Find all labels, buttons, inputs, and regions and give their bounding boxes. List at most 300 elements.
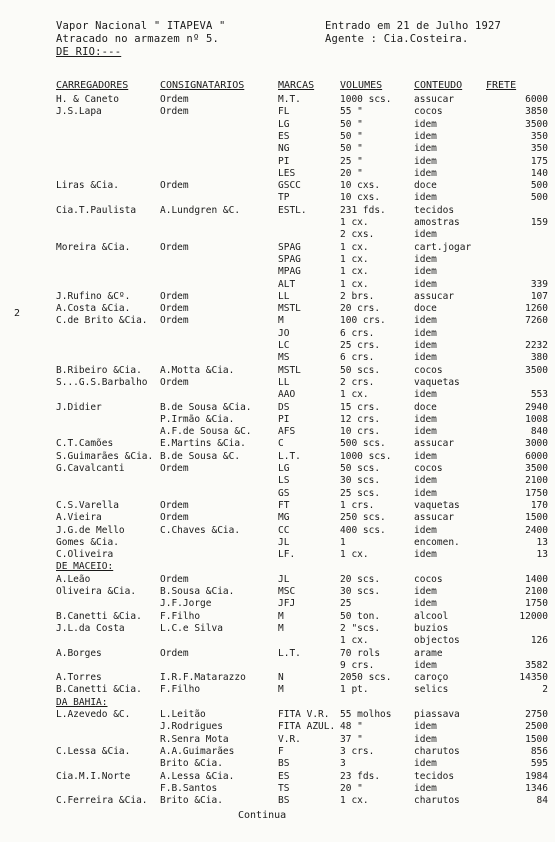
content-cell: idem	[414, 782, 437, 794]
mark-cell: MPAG	[278, 266, 301, 278]
table-row	[0, 377, 555, 388]
col-head-volumes: VOLUMES	[340, 80, 383, 91]
shipper-cell: B.Canetti &Cia.	[56, 610, 142, 622]
table-row	[0, 192, 555, 203]
shipper-cell: H. & Caneto	[56, 94, 119, 105]
shipper-cell: C.S.Varella	[56, 499, 119, 511]
freight-cell: 1400	[525, 573, 548, 585]
freight-cell: 1984	[525, 770, 548, 782]
volume-cell: 50 scs.	[340, 364, 381, 376]
volume-cell: 1 cx.	[340, 795, 369, 807]
mark-cell: FITA V.R.	[278, 709, 330, 720]
table-row	[0, 758, 555, 769]
origin-section: DE RIO:---	[56, 46, 122, 58]
freight-cell: 3500	[525, 463, 548, 474]
table-row	[0, 254, 555, 265]
mark-cell: LL	[278, 376, 290, 388]
volume-cell: 2 crs.	[340, 376, 375, 388]
consignee-cell: Ordem	[160, 290, 189, 302]
mark-cell: MSTL	[278, 364, 301, 376]
freight-cell: 7260	[525, 315, 548, 327]
consignee-cell: Ordem	[160, 647, 189, 659]
consignee-cell: A.Lundgren &C.	[160, 204, 241, 216]
content-cell: cart.jogar	[414, 241, 472, 253]
volume-cell: 1 cx.	[340, 549, 369, 561]
content-cell: idem	[414, 659, 437, 671]
volume-cell: 1 cx.	[340, 278, 369, 290]
freight-cell: 14350	[519, 672, 548, 684]
shipper-cell: C.de Brito &Cia.	[56, 315, 148, 327]
freight-cell: 840	[530, 426, 548, 438]
berth-info: Atracado no armazem nº 5.	[56, 33, 220, 45]
volume-cell: 1 cx.	[340, 389, 369, 401]
consignee-cell: Ordem	[160, 499, 189, 511]
freight-cell: 2232	[525, 340, 548, 351]
section-heading-row	[0, 561, 555, 572]
content-cell: cocos	[414, 463, 443, 474]
freight-cell: 3850	[525, 106, 548, 118]
content-cell: idem	[414, 586, 437, 597]
vessel-title: Vapor Nacional " ITAPEVA "	[56, 20, 226, 32]
shipper-cell: Cia.T.Paulista	[56, 204, 137, 216]
consignee-cell: J.F.Jorge	[160, 598, 212, 610]
table-row	[0, 217, 555, 228]
shipper-cell: C.Oliveira	[56, 549, 114, 561]
mark-cell: MG	[278, 512, 290, 524]
mark-cell: M	[278, 610, 284, 622]
volume-cell: 20 "	[340, 782, 363, 794]
consignee-cell: F.Filho	[160, 684, 201, 696]
table-row	[0, 672, 555, 683]
consignee-cell: F.Filho	[160, 610, 201, 622]
shipper-cell: Cia.M.I.Norte	[56, 770, 131, 782]
consignee-cell: Ordem	[160, 512, 189, 524]
content-cell: idem	[414, 598, 437, 610]
content-cell: idem	[414, 721, 437, 733]
consignee-cell: Ordem	[160, 106, 189, 118]
consignee-cell: R.Senra Mota	[160, 733, 229, 745]
table-row	[0, 721, 555, 732]
volume-cell: 1 cx.	[340, 253, 369, 265]
table-row	[0, 586, 555, 597]
volume-cell: 1	[340, 536, 346, 548]
mark-cell: JFJ	[278, 598, 296, 610]
consignee-cell: Ordem	[160, 180, 189, 192]
freight-cell: 500	[530, 180, 548, 192]
entry-date: Entrado em 21 de Julho 1927	[325, 20, 502, 32]
mark-cell: M	[278, 315, 284, 327]
volume-cell: 10 crs.	[340, 426, 381, 438]
continued-note: Continua	[238, 810, 287, 821]
table-row	[0, 746, 555, 757]
freight-cell: 553	[530, 389, 548, 401]
table-row	[0, 414, 555, 425]
volume-cell: 12 crs.	[340, 413, 381, 425]
freight-cell: 380	[530, 352, 548, 364]
shipper-cell: Oliveira &Cia.	[56, 586, 137, 597]
volume-cell: 10 cxs.	[340, 180, 381, 192]
table-row	[0, 709, 555, 720]
freight-cell: 126	[530, 635, 548, 647]
content-cell: idem	[414, 524, 437, 536]
table-row	[0, 180, 555, 191]
freight-cell: 3500	[525, 364, 548, 376]
content-cell: doce	[414, 180, 437, 192]
content-cell: alcool	[414, 610, 449, 622]
content-cell: objectos	[414, 635, 460, 647]
content-cell: assucar	[414, 94, 455, 105]
freight-cell: 170	[530, 499, 548, 511]
freight-cell: 856	[530, 745, 548, 757]
volume-cell: 6 crs.	[340, 327, 375, 339]
freight-cell: 2400	[525, 524, 548, 536]
mark-cell: ESTL.	[278, 204, 307, 216]
table-row	[0, 451, 555, 462]
content-cell: assucar	[414, 438, 455, 450]
volume-cell: 2 "scs.	[340, 622, 381, 634]
mark-cell: JL	[278, 573, 290, 585]
mark-cell: TP	[278, 192, 290, 204]
mark-cell: BS	[278, 795, 290, 807]
mark-cell: FT	[278, 499, 290, 511]
volume-cell: 20 scs.	[340, 573, 381, 585]
volume-cell: 500 scs.	[340, 438, 386, 450]
freight-cell: 107	[530, 290, 548, 302]
content-cell: doce	[414, 401, 437, 413]
freight-cell: 1008	[525, 413, 548, 425]
freight-cell: 175	[530, 155, 548, 167]
volume-cell: 50 ton.	[340, 610, 381, 622]
consignee-cell: B.de Sousa &Cia.	[160, 401, 252, 413]
volume-cell: 15 crs.	[340, 401, 381, 413]
content-cell: idem	[414, 426, 437, 438]
mark-cell: DS	[278, 401, 290, 413]
mark-cell: V.R.	[278, 733, 301, 745]
table-row	[0, 426, 555, 437]
volume-cell: 50 "	[340, 143, 363, 155]
shipper-cell: Gomes &Cia.	[56, 536, 119, 548]
shipper-cell: L.Azevedo &C.	[56, 709, 131, 720]
table-row	[0, 229, 555, 240]
table-row	[0, 242, 555, 253]
col-head-contents: CONTEUDO	[414, 80, 463, 91]
mark-cell: MSTL	[278, 303, 301, 315]
mark-cell: GS	[278, 487, 290, 499]
mark-cell: TS	[278, 782, 290, 794]
table-row	[0, 635, 555, 646]
freight-cell: 140	[530, 167, 548, 179]
content-cell: doce	[414, 303, 437, 315]
mark-cell: M	[278, 684, 284, 696]
mark-cell: N	[278, 672, 284, 684]
table-row	[0, 389, 555, 400]
mark-cell: FITA AZUL.	[278, 721, 336, 733]
shipper-cell: C.Ferreira &Cia.	[56, 795, 148, 807]
mark-cell: JO	[278, 327, 290, 339]
shipper-cell: DA BAHIA:	[56, 696, 108, 708]
shipper-cell: A.Borges	[56, 647, 102, 659]
volume-cell: 25 scs.	[340, 487, 381, 499]
freight-cell: 1750	[525, 598, 548, 610]
consignee-cell: A.Motta &Cia.	[160, 364, 235, 376]
mark-cell: LG	[278, 463, 290, 474]
mark-cell: JL	[278, 536, 290, 548]
volume-cell: 55 "	[340, 106, 363, 118]
mark-cell: AAO	[278, 389, 296, 401]
content-cell: piassava	[414, 709, 460, 720]
table-row	[0, 660, 555, 671]
content-cell: idem	[414, 450, 437, 462]
consignee-cell: C.Chaves &Cia.	[160, 524, 241, 536]
table-row	[0, 106, 555, 117]
table-row	[0, 94, 555, 105]
freight-cell: 12000	[519, 610, 548, 622]
content-cell: vaquetas	[414, 376, 460, 388]
mark-cell: LS	[278, 475, 290, 487]
consignee-cell: Ordem	[160, 315, 189, 327]
table-row	[0, 783, 555, 794]
col-head-consignees: CONSIGNATARIOS	[160, 80, 245, 91]
volume-cell: 2050 scs.	[340, 672, 392, 684]
agent-info: Agente : Cia.Costeira.	[325, 33, 469, 45]
content-cell: idem	[414, 413, 437, 425]
consignee-cell: P.Irmão &Cia.	[160, 413, 235, 425]
consignee-cell: Ordem	[160, 241, 189, 253]
mark-cell: ALT	[278, 278, 296, 290]
mark-cell: BS	[278, 758, 290, 770]
volume-cell: 1 crs.	[340, 499, 375, 511]
volume-cell: 30 scs.	[340, 586, 381, 597]
shipper-cell: J.G.de Mello	[56, 524, 125, 536]
table-row	[0, 684, 555, 695]
freight-cell: 350	[530, 143, 548, 155]
col-head-shippers: CARREGADORES	[56, 80, 129, 91]
volume-cell: 25	[340, 598, 352, 610]
volume-cell: 400 scs.	[340, 524, 386, 536]
volume-cell: 100 crs.	[340, 315, 386, 327]
freight-cell: 3000	[525, 438, 548, 450]
volume-cell: 50 "	[340, 130, 363, 142]
mark-cell: NG	[278, 143, 290, 155]
volume-cell: 1 cx.	[340, 635, 369, 647]
shipper-cell: DE MACEIÓ:	[56, 561, 114, 573]
shipper-cell: A.Vieira	[56, 512, 102, 524]
content-cell: tecidos	[414, 770, 455, 782]
col-head-marks: MARCAS	[278, 80, 315, 91]
shipper-cell: B.Ribeiro &Cia.	[56, 364, 142, 376]
volume-cell: 1000 scs.	[340, 450, 392, 462]
table-row	[0, 512, 555, 523]
mark-cell: CC	[278, 524, 290, 536]
table-row	[0, 549, 555, 560]
content-cell: arame	[414, 647, 443, 659]
content-cell: idem	[414, 130, 437, 142]
content-cell: idem	[414, 475, 437, 487]
volume-cell: 25 "	[340, 155, 363, 167]
table-row	[0, 365, 555, 376]
table-row	[0, 537, 555, 548]
table-row	[0, 352, 555, 363]
mark-cell: L.T.	[278, 647, 301, 659]
content-cell: encomen.	[414, 536, 460, 548]
mark-cell: MS	[278, 352, 290, 364]
freight-cell: 6000	[525, 450, 548, 462]
freight-cell: 1500	[525, 733, 548, 745]
table-row	[0, 463, 555, 474]
volume-cell: 70 rols	[340, 647, 381, 659]
content-cell: idem	[414, 143, 437, 155]
content-cell: idem	[414, 253, 437, 265]
content-cell: idem	[414, 389, 437, 401]
volume-cell: 23 fds.	[340, 770, 381, 782]
consignee-cell: L.C.e Silva	[160, 622, 223, 634]
consignee-cell: A.A.Guimarães	[160, 745, 235, 757]
volume-cell: 2 brs.	[340, 290, 375, 302]
volume-cell: 25 crs.	[340, 340, 381, 351]
freight-cell: 84	[536, 795, 548, 807]
volume-cell: 2 cxs.	[340, 229, 375, 241]
mark-cell: LES	[278, 167, 296, 179]
shipper-cell: S...G.S.Barbalho	[56, 376, 148, 388]
shipper-cell: S.Guimarães &Cia.	[56, 450, 154, 462]
mark-cell: ES	[278, 770, 290, 782]
volume-cell: 20 "	[340, 167, 363, 179]
consignee-cell: Brito &Cia.	[160, 758, 223, 770]
shipper-cell: A.Costa &Cia.	[56, 303, 131, 315]
table-row	[0, 205, 555, 216]
volume-cell: 231 fds.	[340, 204, 386, 216]
volume-cell: 50 scs.	[340, 463, 381, 474]
table-row	[0, 328, 555, 339]
consignee-cell: Ordem	[160, 376, 189, 388]
table-row	[0, 525, 555, 536]
volume-cell: 9 crs.	[340, 659, 375, 671]
volume-cell: 6 crs.	[340, 352, 375, 364]
mark-cell: ES	[278, 130, 290, 142]
table-row	[0, 771, 555, 782]
volume-cell: 30 scs.	[340, 475, 381, 487]
content-cell: selics	[414, 684, 449, 696]
freight-cell: 159	[530, 217, 548, 228]
table-row	[0, 438, 555, 449]
freight-cell: 2500	[525, 721, 548, 733]
freight-cell: 6000	[525, 94, 548, 105]
content-cell: idem	[414, 549, 437, 561]
mark-cell: LC	[278, 340, 290, 351]
table-row	[0, 340, 555, 351]
mark-cell: LL	[278, 290, 290, 302]
content-cell: idem	[414, 229, 437, 241]
freight-cell: 13	[536, 536, 548, 548]
content-cell: idem	[414, 118, 437, 130]
consignee-cell: Ordem	[160, 463, 189, 474]
volume-cell: 20 crs.	[340, 303, 381, 315]
freight-cell: 1750	[525, 487, 548, 499]
table-row	[0, 279, 555, 290]
consignee-cell: Brito &Cia.	[160, 795, 223, 807]
margin-mark: 2	[14, 308, 21, 319]
freight-cell: 500	[530, 192, 548, 204]
freight-cell: 1260	[525, 303, 548, 315]
content-cell: idem	[414, 327, 437, 339]
freight-cell: 2100	[525, 586, 548, 597]
content-cell: charutos	[414, 745, 460, 757]
content-cell: assucar	[414, 512, 455, 524]
mark-cell: SPAG	[278, 253, 301, 265]
mark-cell: PI	[278, 155, 290, 167]
content-cell: idem	[414, 167, 437, 179]
shipper-cell: Liras &Cia.	[56, 180, 119, 192]
table-row	[0, 734, 555, 745]
volume-cell: 1 pt.	[340, 684, 369, 696]
freight-cell: 1346	[525, 782, 548, 794]
table-row	[0, 266, 555, 277]
table-row	[0, 168, 555, 179]
content-cell: cocos	[414, 106, 443, 118]
mark-cell: M.T.	[278, 94, 301, 105]
content-cell: idem	[414, 758, 437, 770]
freight-cell: 2750	[525, 709, 548, 720]
volume-cell: 250 scs.	[340, 512, 386, 524]
content-cell: amostras	[414, 217, 460, 228]
table-row	[0, 315, 555, 326]
content-cell: charutos	[414, 795, 460, 807]
mark-cell: MSC	[278, 586, 296, 597]
section-heading-row	[0, 697, 555, 708]
shipper-cell: A.Leão	[56, 573, 91, 585]
table-row	[0, 795, 555, 806]
shipper-cell: J.L.da Costa	[56, 622, 125, 634]
table-row	[0, 402, 555, 413]
consignee-cell: Ordem	[160, 303, 189, 315]
volume-cell: 50 "	[340, 118, 363, 130]
content-cell: idem	[414, 340, 437, 351]
volume-cell: 1 cx.	[340, 266, 369, 278]
content-cell: idem	[414, 266, 437, 278]
consignee-cell: I.R.F.Matarazzo	[160, 672, 246, 684]
table-row	[0, 623, 555, 634]
content-cell: idem	[414, 487, 437, 499]
table-row	[0, 475, 555, 486]
volume-cell: 37 "	[340, 733, 363, 745]
mark-cell: LG	[278, 118, 290, 130]
table-row	[0, 500, 555, 511]
mark-cell: L.T.	[278, 450, 301, 462]
consignee-cell: B.Sousa &Cia.	[160, 586, 235, 597]
content-cell: idem	[414, 352, 437, 364]
consignee-cell: Ordem	[160, 573, 189, 585]
mark-cell: M	[278, 622, 284, 634]
shipper-cell: J.S.Lapa	[56, 106, 102, 118]
content-cell: cocos	[414, 364, 443, 376]
shipper-cell: C.T.Camões	[56, 438, 114, 450]
content-cell: vaquetas	[414, 499, 460, 511]
shipper-cell: G.Cavalcanti	[56, 463, 125, 474]
volume-cell: 3 crs.	[340, 745, 375, 757]
consignee-cell: F.B.Santos	[160, 782, 218, 794]
table-row	[0, 143, 555, 154]
mark-cell: LF.	[278, 549, 296, 561]
consignee-cell: Ordem	[160, 94, 189, 105]
freight-cell: 339	[530, 278, 548, 290]
content-cell: cocos	[414, 573, 443, 585]
mark-cell: F	[278, 745, 284, 757]
mark-cell: AFS	[278, 426, 296, 438]
consignee-cell: A.F.de Sousa &C.	[160, 426, 252, 438]
consignee-cell: E.Martins &Cia.	[160, 438, 246, 450]
consignee-cell: B.de Sousa &C.	[160, 450, 241, 462]
content-cell: idem	[414, 315, 437, 327]
